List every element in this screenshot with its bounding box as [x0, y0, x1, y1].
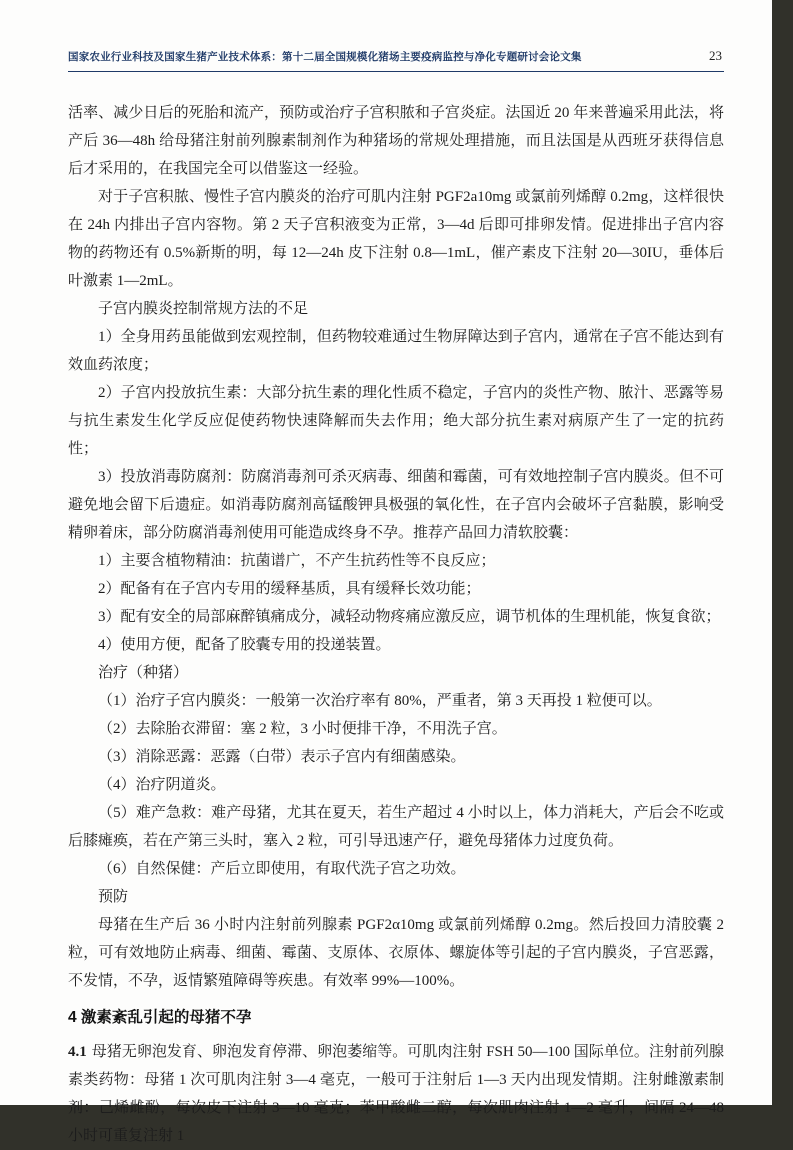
paragraph: 活率、减少日后的死胎和流产，预防或治疗子宫积脓和子宫炎症。法国近 20 年来普遍采用此法，将产后 36—48h 给母猪注射前列腺素制剂作为种猪场的常规处理措施，而且法国是从西班牙获得信息后才采用的，在我国完全可以借鉴这一经验。 — [68, 105, 724, 177]
header-title: 国家农业行业科技及国家生猪产业技术体系：第十二届全国规模化猪场主要疫病监控与净化专题研讨会论文集 — [68, 51, 582, 63]
section-heading: 4 激素紊乱引起的母猪不孕 — [68, 1009, 252, 1026]
paragraph-4-1 — [68, 1038, 724, 1150]
paragraph: 1）主要含植物精油：抗菌谱广，不产生抗药性等不良反应； — [98, 553, 496, 569]
header-rule — [68, 71, 724, 72]
paragraph: （3）消除恶露：恶露（白带）表示子宫内有细菌感染。 — [98, 749, 466, 765]
paragraph: 3）投放消毒防腐剂：防腐消毒剂可杀灭病毒、细菌和霉菌，可有效地控制子宫内膜炎。但不可避免地会留下后遗症。如消毒防腐剂高锰酸钾具极强的氧化性，在子宫内会破坏子宫黏膜，影响受精卵着床，部分防腐消毒剂使用可能造成终身不孕。推荐产品回力清软胶囊： — [68, 469, 724, 541]
page-header — [68, 0, 724, 64]
paragraph: 2）配备有在子宫内专用的缓释基质，具有缓释长效功能； — [98, 581, 481, 597]
subsection-number: 4.1 — [68, 1044, 87, 1060]
paragraph: （6）自然保健：产后立即使用，有取代洗子宫之功效。 — [98, 861, 466, 877]
paragraph: （5）难产急救：难产母猪，尤其在夏天，若生产超过 4 小时以上，体力消耗大，产后会不吃或后膝瘫痪，若在产第三头时，塞入 2 粒，可引导迅速产仔，避免母猪体力过度负荷。 — [68, 805, 724, 849]
paragraph: 1）全身用药虽能做到宏观控制，但药物较难通过生物屏障达到子宫内，通常在子宫不能达到有效血药浓度； — [68, 329, 724, 373]
paragraph: （2）去除胎衣滞留：塞 2 粒，3 小时便排干净，不用洗子宫。 — [98, 721, 507, 737]
paragraph: 4）使用方便，配备了胶囊专用的投递装置。 — [98, 637, 391, 653]
document-body — [68, 99, 724, 1150]
paragraph: 子宫内膜炎控制常规方法的不足 — [98, 301, 309, 317]
subsection-text: 母猪无卵泡发育、卵泡发育停滞、卵泡萎缩等。可肌肉注射 FSH 50—100 国际单位。注射前列腺素类药物：母猪 1 次可肌肉注射 3—4 毫克，一般可于注射后 1—3 天内出现发情期。注射雌激素制剂：己烯雌酚，每次皮下注射 3—10 毫克；苯甲酸雌二醇，每次肌肉注射 1—2 毫升，间隔 24—48 小时可重复注射 1 — [68, 1044, 724, 1144]
paragraph: 2）子宫内投放抗生素：大部分抗生素的理化性质不稳定，子宫内的炎性产物、脓汁、恶露等易与抗生素发生化学反应促使药物快速降解而失去作用；绝大部分抗生素对病原产生了一定的抗药性； — [68, 385, 724, 457]
paragraph: 治疗（种猪） — [98, 665, 189, 681]
paragraph: （1）治疗子宫内膜炎：一般第一次治疗率有 80%，严重者，第 3 天再投 1 粒便可以。 — [98, 693, 662, 709]
paragraph: 对于子宫积脓、慢性子宫内膜炎的治疗可肌内注射 PGF2a10mg 或氯前列烯醇 0.2mg，这样很快在 24h 内排出子宫内容物。第 2 天子宫积液变为正常，3—4d 后即可排卵发情。促进排出子宫内容物的药物还有 0.5%新斯的明，每 12—24h 皮下注射 0.8—1mL，催产素皮下注射 20—30IU，垂体后叶激素 1—2mL。 — [68, 189, 724, 289]
page-content-area — [68, 0, 724, 1150]
page-number: 23 — [709, 48, 722, 63]
paragraph: 母猪在生产后 36 小时内注射前列腺素 PGF2α10mg 或氯前列烯醇 0.2mg。然后投回力清胶囊 2 粒，可有效地防止病毒、细菌、霉菌、支原体、衣原体、螺旋体等引起的子宫内膜炎，子宫恶露，不发情，不孕，返情繁殖障碍等疾患。有效率 99%—100%。 — [68, 917, 724, 989]
paragraph: （4）治疗阴道炎。 — [98, 777, 226, 793]
paragraph: 3）配有安全的局部麻醉镇痛成分，减轻动物疼痛应激反应，调节机体的生理机能，恢复食欲； — [98, 609, 721, 625]
paragraph: 预防 — [98, 889, 129, 905]
